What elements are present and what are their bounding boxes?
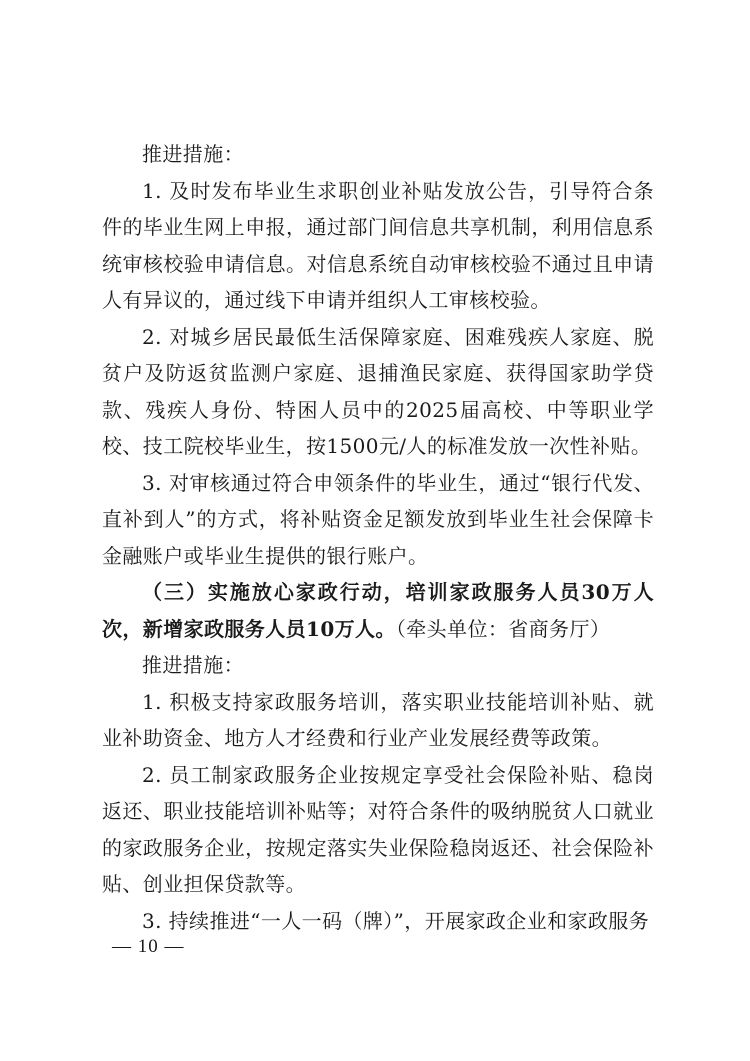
- section-heading-title: （三）实施放心家政行动，培训家政服务人员30万人次，新增家政服务人员10万人。: [102, 580, 654, 641]
- paragraph-measure-1: 1. 及时发布毕业生求职创业补贴发放公告，引导符合条件的毕业生网上申报，通过部门间信息共享机制，利用信息系统审核校验申请信息。对信息系统自动审核校验不通过且申请人有异议的，通过线下申请并组织人工审核校验。: [102, 178, 654, 312]
- paragraph-measure-b2: 2. 员工制家政服务企业按规定享受社会保险补贴、稳岗返还、职业技能培训补贴等；对符合条件的吸纳脱贫人口就业的家政服务企业，按规定落实失业保险稳岗返还、社会保险补贴、创业担保贷款等。: [102, 762, 654, 896]
- measures-heading: 推进措施：: [142, 142, 244, 166]
- document-body: [102, 136, 654, 939]
- paragraph-measure-3: 3. 对审核通过符合申领条件的毕业生，通过“银行代发、直补到人”的方式，将补贴资金足额发放到毕业生社会保障卡金融账户或毕业生提供的银行账户。: [102, 470, 654, 568]
- measures-heading-2: 推进措施：: [142, 653, 244, 677]
- paragraph-measure-b1: 1. 积极支持家政服务培训，落实职业技能培训补贴、就业补助资金、地方人才经费和行业产业发展经费等政策。: [102, 689, 654, 750]
- page-number: — 10 —: [112, 936, 185, 957]
- paragraph-measure-2: 2. 对城乡居民最低生活保障家庭、困难残疾人家庭、脱贫户及防返贫监测户家庭、退捕渔民家庭、获得国家助学贷款、残疾人身份、特困人员中的2025届高校、中等职业学校、技工院校毕业生，按1500元/人的标准发放一次性补贴。: [102, 324, 654, 458]
- section-heading-3: [102, 574, 654, 647]
- paragraph-measure-b3: 3. 持续推进“一人一码（牌）”，开展家政企业和家政服务: [142, 908, 650, 933]
- section-lead-unit: （牵头单位：省商务厅）: [395, 616, 611, 641]
